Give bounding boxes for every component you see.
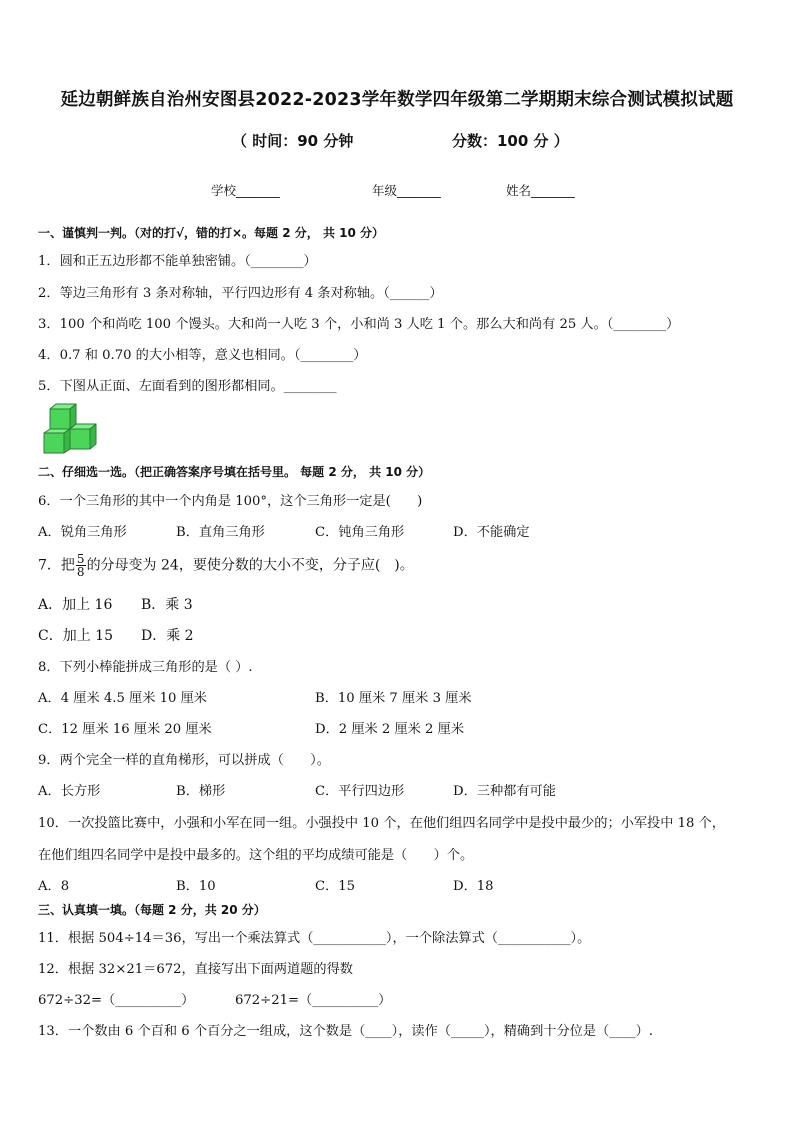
page-title: 延边朝鲜族自治州安图县2022-2023学年数学四年级第二学期期末综合测试模拟试题 bbox=[60, 90, 734, 110]
grade-field: 年级_______ bbox=[372, 183, 441, 198]
question-12-part-a: 672÷32=（__________） bbox=[38, 993, 195, 1008]
cube-front-face bbox=[50, 409, 70, 429]
cube-side-face bbox=[90, 424, 96, 449]
question-10-line-1: 10．一次投篮比赛中，小强和小军在同一组。小强投中 10 个，在他们组四名同学中是投中最少的；小军投中 18 个， bbox=[38, 816, 725, 831]
school-field: 学校_______ bbox=[211, 183, 280, 198]
option-6a: A．锐角三角形 bbox=[38, 525, 127, 540]
option-8d: D．2 厘米 2 厘米 2 厘米 bbox=[315, 722, 465, 737]
question-12: 12．根据 32×21＝672，直接写出下面两道题的得数 bbox=[38, 962, 353, 977]
cube-stack-figure bbox=[40, 403, 106, 455]
option-10c: C．15 bbox=[315, 879, 356, 894]
exam-time: （ 时间：90 分钟 bbox=[232, 132, 354, 150]
question-13: 13．一个数由 6 个百和 6 个百分之一组成，这个数是（____），读作（_____），精确到十分位是（____）. bbox=[38, 1024, 653, 1039]
option-8b: B．10 厘米 7 厘米 3 厘米 bbox=[315, 691, 472, 706]
question-4: 4．0.7 和 0.70 的大小相等，意义也相同。（________） bbox=[38, 348, 367, 363]
option-7d: D．乘 2 bbox=[141, 628, 194, 644]
exam-score: 分数：100 分 ） bbox=[452, 132, 569, 150]
question-12-part-b: 672÷21=（__________） bbox=[235, 993, 392, 1008]
section-heading-1: 一、谨慎判一判。（对的打√，错的打×。每题 2 分， 共 10 分） bbox=[38, 226, 384, 240]
question-2: 2．等边三角形有 3 条对称轴，平行四边形有 4 条对称轴。（______） bbox=[38, 286, 443, 301]
question-7-suffix: 的分母变为 24，要使分数的大小不变，分子应( )。 bbox=[86, 557, 414, 574]
question-3: 3．100 个和尚吃 100 个馒头。大和尚一人吃 3 个，小和尚 3 人吃 1 个。那么大和尚有 25 人。（________） bbox=[38, 317, 680, 332]
question-6: 6．一个三角形的其中一个内角是 100°，这个三角形一定是( ) bbox=[38, 494, 423, 509]
question-11: 11．根据 504÷14＝36，写出一个乘法算式（___________），一个除法算式（___________）。 bbox=[38, 931, 591, 946]
question-9: 9．两个完全一样的直角梯形，可以拼成（ ）。 bbox=[38, 753, 330, 768]
question-1: 1．圆和正五边形都不能单独密铺。（________） bbox=[38, 254, 317, 269]
option-8a: A．4 厘米 4.5 厘米 10 厘米 bbox=[38, 691, 207, 706]
option-10d: D．18 bbox=[453, 879, 494, 894]
question-8: 8．下列小棒能拼成三角形的是（ ）. bbox=[38, 660, 253, 675]
option-6d: D．不能确定 bbox=[453, 525, 530, 540]
option-9a: A．长方形 bbox=[38, 784, 101, 799]
question-5: 5．下图从正面、左面看到的图形都相同。________ bbox=[38, 379, 337, 394]
option-9b: B．梯形 bbox=[176, 784, 226, 799]
option-9d: D．三种都有可能 bbox=[453, 784, 556, 799]
cube-front-face bbox=[44, 433, 64, 453]
name-field: 姓名_______ bbox=[506, 183, 575, 198]
option-6c: C．钝角三角形 bbox=[315, 525, 405, 540]
question-10-line-2: 在他们组四名同学中是投中最多的。这个组的平均成绩可能是（ ）个。 bbox=[38, 848, 474, 863]
question-7 bbox=[38, 553, 414, 578]
option-7c: C．加上 15 bbox=[38, 628, 113, 644]
cube-front-face bbox=[70, 429, 90, 449]
section-heading-3: 三、认真填一填。（每题 2 分，共 20 分） bbox=[38, 903, 266, 917]
section-heading-2: 二、仔细选一选。（把正确答案序号填在括号里。 每题 2 分， 共 10 分） bbox=[38, 465, 431, 479]
option-7b: B．乘 3 bbox=[141, 597, 193, 613]
cube-side-face bbox=[64, 429, 70, 453]
option-7a: A．加上 16 bbox=[38, 597, 113, 613]
question-7-prefix: 7．把 bbox=[38, 557, 75, 574]
fraction bbox=[76, 553, 86, 578]
option-8c: C．12 厘米 16 厘米 20 厘米 bbox=[38, 722, 212, 737]
option-10b: B．10 bbox=[176, 879, 216, 894]
option-10a: A．8 bbox=[38, 879, 70, 894]
option-6b: B．直角三角形 bbox=[176, 525, 265, 540]
option-9c: C．平行四边形 bbox=[315, 784, 405, 799]
fraction-denominator: 8 bbox=[76, 565, 85, 579]
fraction-numerator: 5 bbox=[76, 552, 85, 566]
